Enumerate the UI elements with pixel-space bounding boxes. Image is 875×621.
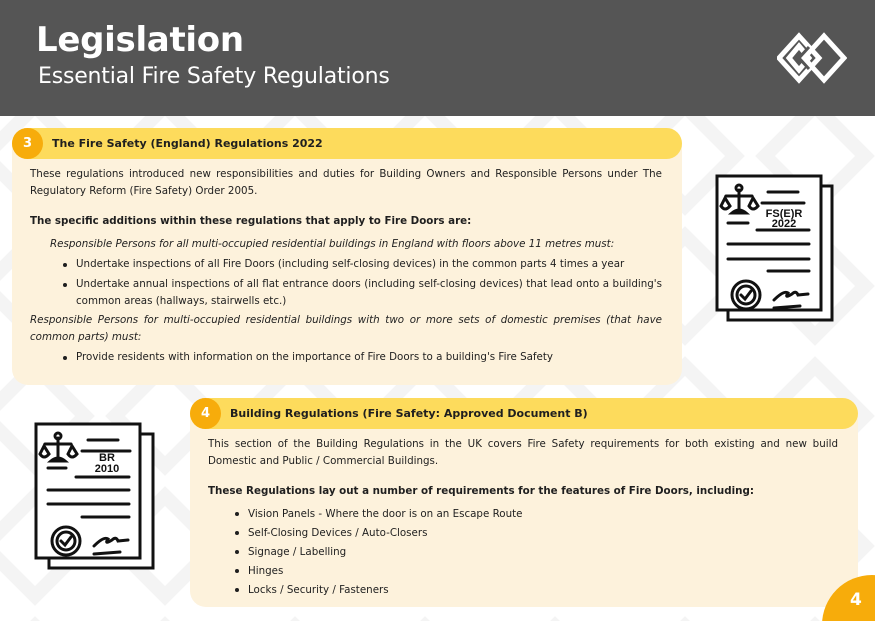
list-item: Vision Panels - Where the door is on an Escape Route xyxy=(248,505,838,524)
list-item: Undertake annual inspections of all flat entrance doors (including self-closing devices) that lead onto a building's common areas (hallways, stairwells etc.) xyxy=(76,276,662,310)
list-item: Undertake inspections of all Fire Doors (including self-closing devices) in the common parts 4 times a year xyxy=(76,256,662,273)
section-header-bar xyxy=(12,128,682,159)
list-item: Locks / Security / Fasteners xyxy=(248,581,838,600)
icon-label: 2010 xyxy=(94,463,120,475)
section-title: Building Regulations (Fire Safety: Approved Document B) xyxy=(230,407,588,420)
section-number-badge: 4 xyxy=(190,398,221,429)
bullet-list xyxy=(248,505,838,600)
group-heading: Responsible Persons for multi-occupied residential buildings with two or more sets of domestic premises (that have common parts) must: xyxy=(30,314,662,343)
page-title: Legislation xyxy=(36,20,244,60)
section-body xyxy=(208,436,838,600)
page-subtitle: Essential Fire Safety Regulations xyxy=(38,64,390,89)
icon-label: FS(E)R xyxy=(765,208,803,220)
section-lead: These Regulations lay out a number of requirements for the features of Fire Doors, including: xyxy=(208,485,754,497)
group-heading: Responsible Persons for all multi-occupied residential buildings in England with floors above 11 metres must: xyxy=(50,238,615,250)
list-item: Provide residents with information on the importance of Fire Doors to a building's Fire Safety xyxy=(76,349,662,366)
bullet-list xyxy=(76,349,662,366)
page-header xyxy=(0,0,875,116)
section-body xyxy=(30,166,662,366)
icon-label: 2022 xyxy=(771,218,797,230)
section-header-bar xyxy=(190,398,858,429)
section-fire-safety-england-2022 xyxy=(12,128,682,385)
list-item: Hinges xyxy=(248,562,838,581)
section-number-badge: 3 xyxy=(12,128,43,159)
list-item: Self-Closing Devices / Auto-Closers xyxy=(248,524,838,543)
legal-document-icon xyxy=(712,172,842,332)
section-title: The Fire Safety (England) Regulations 2022 xyxy=(52,137,323,150)
bullet-list xyxy=(76,256,662,310)
legal-document-icon xyxy=(30,420,160,580)
list-item: Signage / Labelling xyxy=(248,543,838,562)
page-number: 4 xyxy=(850,590,862,610)
section-lead: The specific additions within these regulations that apply to Fire Doors are: xyxy=(30,215,472,227)
section-intro: These regulations introduced new responsibilities and duties for Building Owners and Responsible Persons under The Regulatory Reform (Fire Safety) Order 2005. xyxy=(30,168,662,197)
interlocking-diamonds-logo-icon xyxy=(777,30,847,86)
icon-label: BR xyxy=(99,452,115,464)
section-building-regulations xyxy=(190,398,858,607)
section-intro: This section of the Building Regulations in the UK covers Fire Safety requirements for both existing and new build Domestic and Public / Commercial Buildings. xyxy=(208,438,838,467)
